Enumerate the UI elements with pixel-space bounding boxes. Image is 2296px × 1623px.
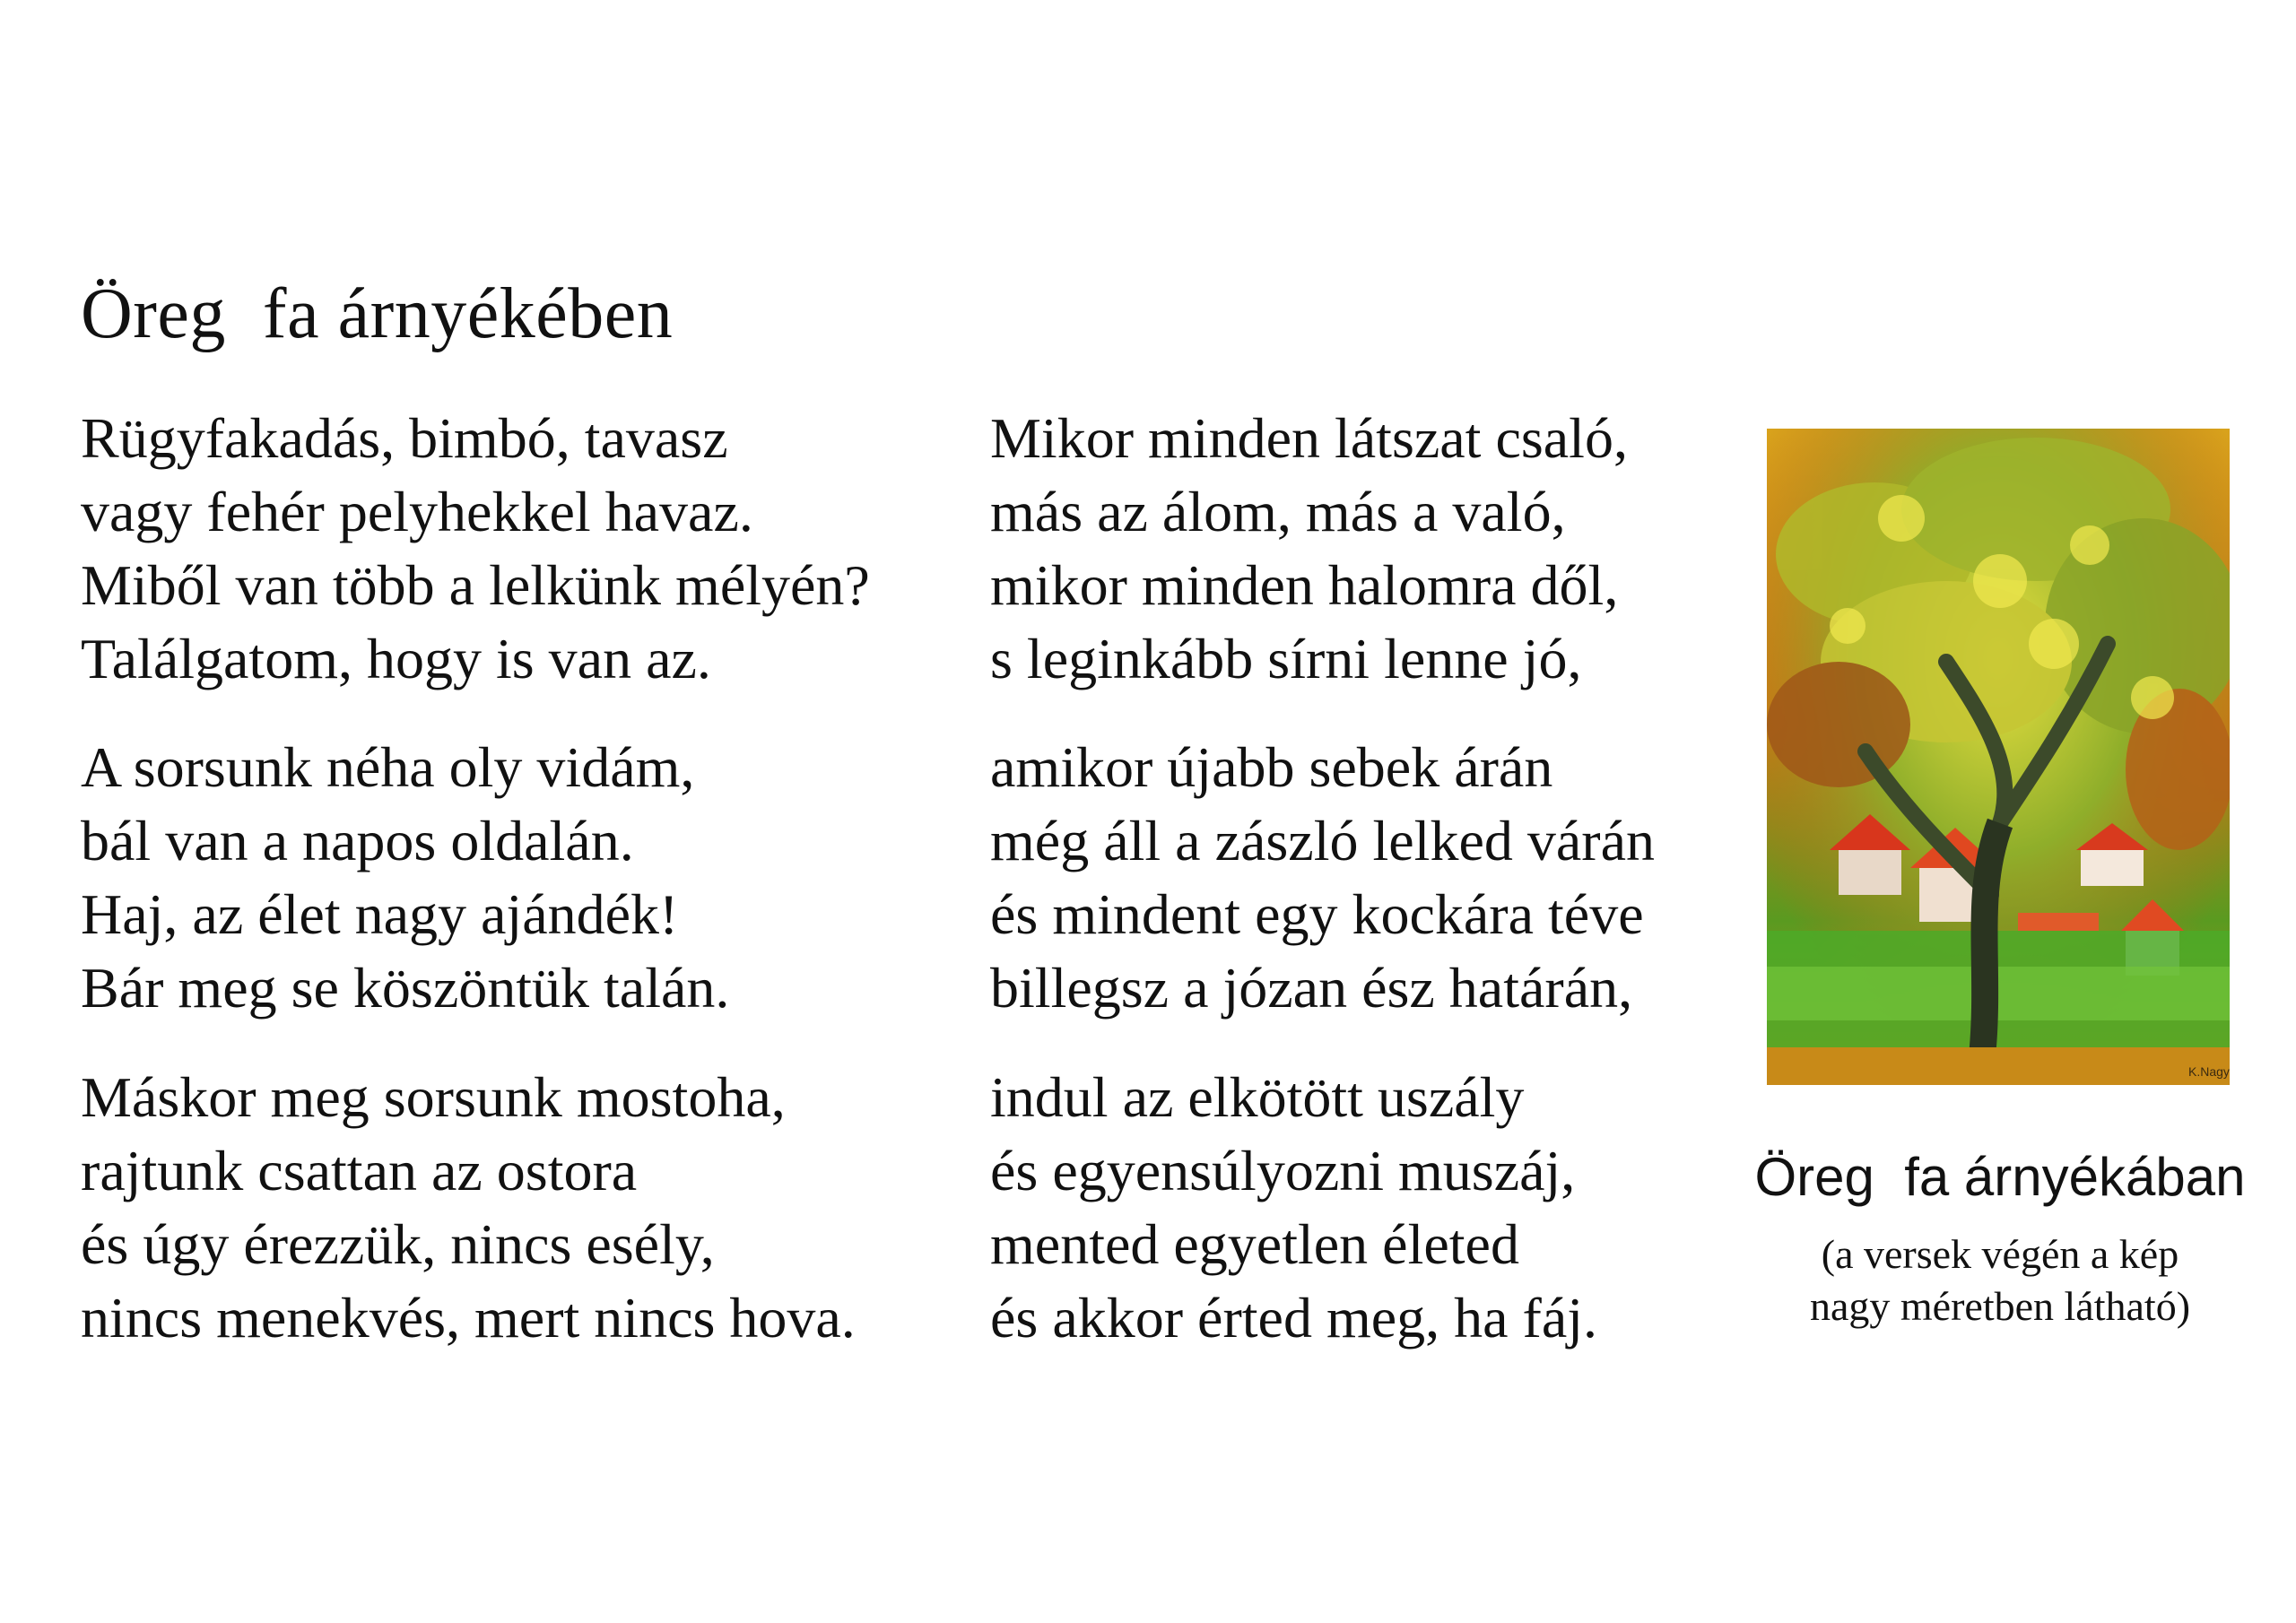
stanza-2-3	[990, 1061, 1597, 1355]
caption-note-line: nagy méretben látható)	[1809, 1283, 2191, 1329]
poem-line: más az álom, más a való,	[990, 480, 1566, 543]
poem-line: Haj, az élet nagy ajándék!	[81, 882, 679, 946]
poem-line: indul az elkötött uszály	[990, 1065, 1525, 1129]
stanza-1-1	[81, 402, 870, 696]
stanza-2-1	[990, 402, 1628, 696]
poem-line: még áll a zászló lelked várán	[990, 809, 1655, 872]
poem-line: és akkor érted meg, ha fáj.	[990, 1286, 1598, 1350]
poem-line: Találgatom, hogy is van az.	[81, 627, 711, 690]
stanza-2-2	[990, 731, 1655, 1025]
painting-signature: K.Nagy	[2188, 1064, 2230, 1079]
stanza-1-2	[81, 731, 729, 1025]
poem-line: Miből van több a lelkünk mélyén?	[81, 553, 870, 617]
painting-caption-title: Öreg fa árnyékában	[1754, 1147, 2246, 1207]
poem-line: bál van a napos oldalán.	[81, 809, 634, 872]
poem-line: mikor minden halomra dől,	[990, 553, 1619, 617]
poem-line: A sorsunk néha oly vidám,	[81, 735, 695, 799]
painting-caption-note	[1740, 1228, 2260, 1332]
poem-line: s leginkább sírni lenne jó,	[990, 627, 1582, 690]
stanza-1-3	[81, 1061, 856, 1355]
poem-line: mented egyetlen életed	[990, 1212, 1519, 1276]
poem-title: Öreg fa árnyékében	[81, 274, 674, 353]
tree-painting	[1767, 429, 2230, 1085]
poem-line: billegsz a józan ész határán,	[990, 956, 1633, 1020]
poem-line: és úgy érezzük, nincs esély,	[81, 1212, 715, 1276]
poem-line: Mikor minden látszat csaló,	[990, 406, 1628, 470]
poem-line: Bár meg se köszöntük talán.	[81, 956, 730, 1020]
poem-line: Máskor meg sorsunk mostoha,	[81, 1065, 786, 1129]
poem-line: vagy fehér pelyhekkel havaz.	[81, 480, 753, 543]
poem-line: nincs menekvés, mert nincs hova.	[81, 1286, 856, 1350]
caption-note-line: (a versek végén a kép	[1821, 1231, 2179, 1277]
poem-line: és mindent egy kockára téve	[990, 882, 1644, 946]
poem-line: rajtunk csattan az ostora	[81, 1139, 638, 1202]
poem-line: Rügyfakadás, bimbó, tavasz	[81, 406, 728, 470]
poem-line: és egyensúlyozni muszáj,	[990, 1139, 1576, 1202]
poem-line: amikor újabb sebek árán	[990, 735, 1553, 799]
tree-painting-image	[1767, 429, 2230, 1085]
